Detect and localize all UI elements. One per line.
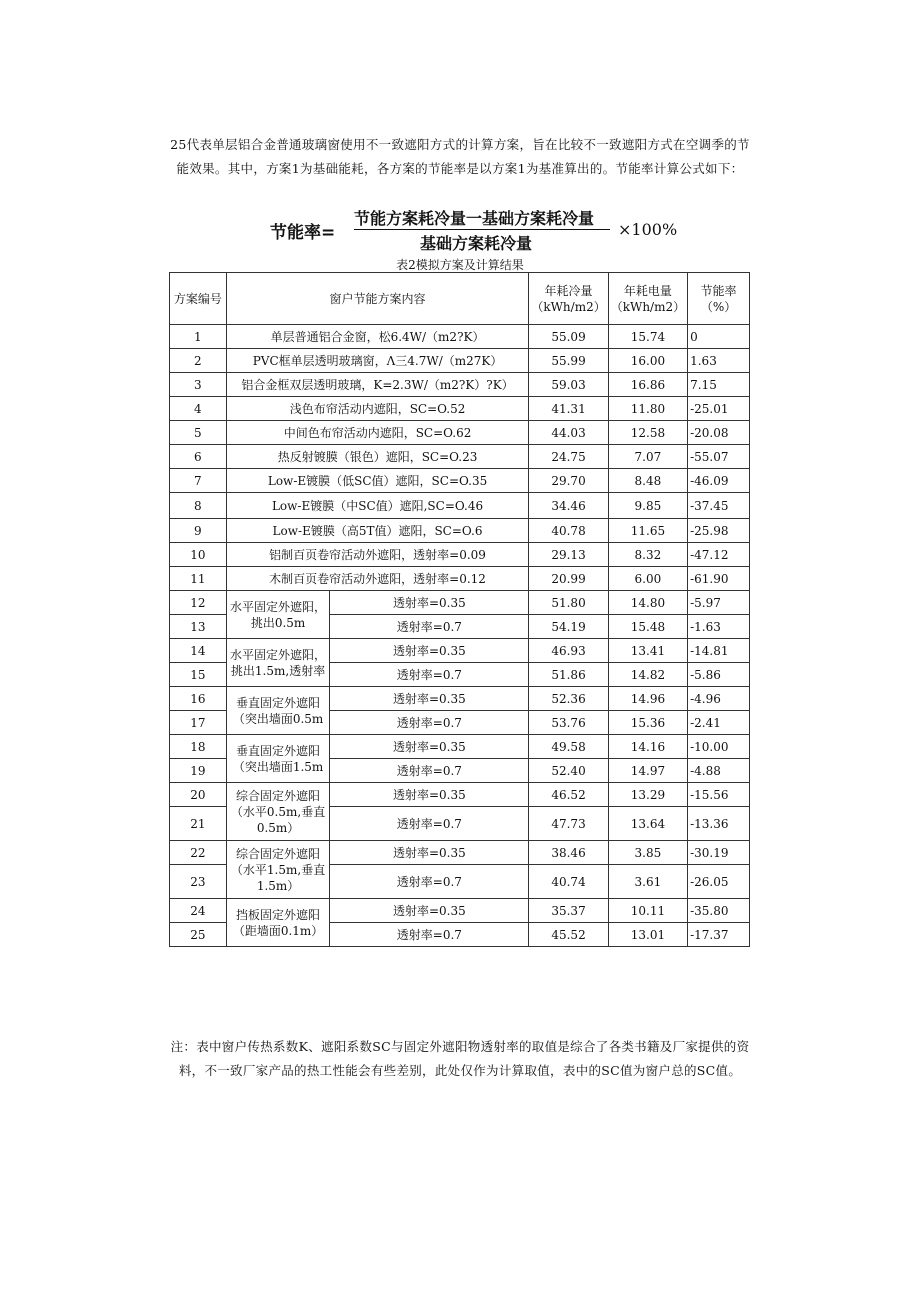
shading-group-label: 水平固定外遮阳，挑出0.5m bbox=[226, 591, 330, 639]
energy-saving-formula bbox=[270, 204, 690, 256]
annual-cooling: 41.31 bbox=[529, 397, 608, 421]
annual-cooling: 44.03 bbox=[529, 421, 608, 445]
table-row bbox=[170, 421, 750, 445]
scheme-no: 19 bbox=[170, 759, 227, 783]
saving-rate: -61.90 bbox=[688, 567, 750, 591]
annual-cooling: 40.74 bbox=[529, 865, 608, 899]
saving-rate: 0 bbox=[688, 325, 750, 349]
formula-label: 节能率= bbox=[270, 223, 336, 243]
scheme-no: 17 bbox=[170, 711, 227, 735]
annual-cooling: 34.46 bbox=[529, 493, 608, 519]
transmittance: 透射率=0.7 bbox=[330, 759, 529, 783]
saving-rate: -2.41 bbox=[688, 711, 750, 735]
annual-cooling: 20.99 bbox=[529, 567, 608, 591]
scheme-content: 铝制百页卷帘活动外遮阳，透射率=0.09 bbox=[226, 543, 529, 567]
scheme-no: 11 bbox=[170, 567, 227, 591]
scheme-no: 22 bbox=[170, 841, 227, 865]
header-annual-cooling: 年耗冷量（kWh/m2） bbox=[529, 273, 608, 325]
scheme-no: 2 bbox=[170, 349, 227, 373]
annual-cooling: 55.09 bbox=[529, 325, 608, 349]
saving-rate: -4.96 bbox=[688, 687, 750, 711]
scheme-content: Low-E镀膜（中SC值）遮阳,SC=O.46 bbox=[226, 493, 529, 519]
table-row bbox=[170, 469, 750, 493]
transmittance: 透射率=0.7 bbox=[330, 711, 529, 735]
annual-electric: 3.61 bbox=[608, 865, 687, 899]
transmittance: 透射率=0.35 bbox=[330, 841, 529, 865]
scheme-no: 16 bbox=[170, 687, 227, 711]
saving-rate: -15.56 bbox=[688, 783, 750, 807]
annual-electric: 15.36 bbox=[608, 711, 687, 735]
table-row bbox=[170, 543, 750, 567]
shading-group-label: 垂直固定外遮阳（突出墙面0.5m bbox=[226, 687, 330, 735]
scheme-content: Low-E镀膜（高5T值）遮阳，SC=O.6 bbox=[226, 519, 529, 543]
saving-rate: -17.37 bbox=[688, 923, 750, 947]
table-row bbox=[170, 899, 750, 923]
scheme-no: 3 bbox=[170, 373, 227, 397]
annual-electric: 13.41 bbox=[608, 639, 687, 663]
saving-rate: -13.36 bbox=[688, 807, 750, 841]
table-caption: 表2模拟方案及计算结果 bbox=[396, 258, 524, 272]
annual-cooling: 51.80 bbox=[529, 591, 608, 615]
annual-electric: 14.82 bbox=[608, 663, 687, 687]
annual-cooling: 52.36 bbox=[529, 687, 608, 711]
shading-group-label: 挡板固定外遮阳（距墙面0.1m） bbox=[226, 899, 330, 947]
annual-electric: 11.65 bbox=[608, 519, 687, 543]
transmittance: 透射率=0.35 bbox=[330, 735, 529, 759]
scheme-content: 铝合金框双层透明玻璃，K=2.3W/（m2?K）?K） bbox=[226, 373, 529, 397]
annual-cooling: 24.75 bbox=[529, 445, 608, 469]
scheme-content: Low-E镀膜（低SC值）遮阳，SC=O.35 bbox=[226, 469, 529, 493]
formula-numerator: 节能方案耗冷量一基础方案耗冷量 bbox=[354, 209, 595, 228]
table-row bbox=[170, 349, 750, 373]
saving-rate: -14.81 bbox=[688, 639, 750, 663]
table-row bbox=[170, 519, 750, 543]
saving-rate: -26.05 bbox=[688, 865, 750, 899]
annual-cooling: 29.13 bbox=[529, 543, 608, 567]
saving-rate: -5.97 bbox=[688, 591, 750, 615]
annual-cooling: 38.46 bbox=[529, 841, 608, 865]
saving-rate: -4.88 bbox=[688, 759, 750, 783]
table-note: 注：表中窗户传热系数K、遮阳系数SC与固定外遮阳物透射率的取值是综合了各类书籍及厂家提供的资料，不一致厂家产品的热工性能会有些差别，此处仅作为计算取值，表中的SC值为窗户总的SC值。 bbox=[170, 1038, 750, 1078]
scheme-no: 18 bbox=[170, 735, 227, 759]
scheme-no: 7 bbox=[170, 469, 227, 493]
scheme-no: 13 bbox=[170, 615, 227, 639]
annual-cooling: 29.70 bbox=[529, 469, 608, 493]
table-row bbox=[170, 567, 750, 591]
saving-rate: -35.80 bbox=[688, 899, 750, 923]
scheme-no: 14 bbox=[170, 639, 227, 663]
annual-cooling: 54.19 bbox=[529, 615, 608, 639]
header-annual-electric: 年耗电量（kWh/m2） bbox=[608, 273, 687, 325]
scheme-no: 4 bbox=[170, 397, 227, 421]
saving-rate: -10.00 bbox=[688, 735, 750, 759]
table-row bbox=[170, 493, 750, 519]
transmittance: 透射率=0.7 bbox=[330, 663, 529, 687]
header-scheme-no: 方案编号 bbox=[170, 273, 227, 325]
table-row bbox=[170, 735, 750, 759]
annual-electric: 9.85 bbox=[608, 493, 687, 519]
table-row bbox=[170, 325, 750, 349]
scheme-no: 8 bbox=[170, 493, 227, 519]
annual-electric: 14.16 bbox=[608, 735, 687, 759]
scheme-no: 1 bbox=[170, 325, 227, 349]
table-row bbox=[170, 687, 750, 711]
simulation-results-table bbox=[169, 272, 750, 947]
saving-rate: -25.01 bbox=[688, 397, 750, 421]
saving-rate: -30.19 bbox=[688, 841, 750, 865]
scheme-content: 浅色布帘活动内遮阳，SC=O.52 bbox=[226, 397, 529, 421]
scheme-content: 木制百页卷帘活动外遮阳，透射率=0.12 bbox=[226, 567, 529, 591]
scheme-no: 15 bbox=[170, 663, 227, 687]
saving-rate: 1.63 bbox=[688, 349, 750, 373]
table-row bbox=[170, 591, 750, 615]
shading-group-label: 垂直固定外遮阳（突出墙面1.5m bbox=[226, 735, 330, 783]
annual-electric: 6.00 bbox=[608, 567, 687, 591]
table-row bbox=[170, 841, 750, 865]
scheme-no: 24 bbox=[170, 899, 227, 923]
saving-rate: 7.15 bbox=[688, 373, 750, 397]
annual-cooling: 47.73 bbox=[529, 807, 608, 841]
scheme-content: PVC框单层透明玻璃窗，Λ三4.7W/（m27K） bbox=[226, 349, 529, 373]
annual-cooling: 40.78 bbox=[529, 519, 608, 543]
annual-electric: 13.01 bbox=[608, 923, 687, 947]
annual-electric: 13.64 bbox=[608, 807, 687, 841]
saving-rate: -47.12 bbox=[688, 543, 750, 567]
scheme-no: 12 bbox=[170, 591, 227, 615]
annual-cooling: 46.52 bbox=[529, 783, 608, 807]
table-row bbox=[170, 397, 750, 421]
annual-electric: 14.80 bbox=[608, 591, 687, 615]
transmittance: 透射率=0.35 bbox=[330, 899, 529, 923]
saving-rate: -25.98 bbox=[688, 519, 750, 543]
table-header-row bbox=[170, 273, 750, 325]
scheme-content: 单层普通铝合金窗，松6.4W/（m2?K） bbox=[226, 325, 529, 349]
saving-rate: -5.86 bbox=[688, 663, 750, 687]
header-content: 窗户节能方案内容 bbox=[226, 273, 529, 325]
transmittance: 透射率=0.7 bbox=[330, 807, 529, 841]
formula-multiplier: ×100% bbox=[618, 220, 678, 239]
annual-cooling: 53.76 bbox=[529, 711, 608, 735]
saving-rate: -1.63 bbox=[688, 615, 750, 639]
annual-cooling: 51.86 bbox=[529, 663, 608, 687]
shading-group-label: 水平固定外遮阳，挑出1.5m,透射率 bbox=[226, 639, 330, 687]
table-row bbox=[170, 639, 750, 663]
table-row bbox=[170, 783, 750, 807]
transmittance: 透射率=0.35 bbox=[330, 687, 529, 711]
scheme-no: 6 bbox=[170, 445, 227, 469]
annual-electric: 15.74 bbox=[608, 325, 687, 349]
annual-cooling: 52.40 bbox=[529, 759, 608, 783]
annual-electric: 12.58 bbox=[608, 421, 687, 445]
table-row bbox=[170, 445, 750, 469]
annual-electric: 14.97 bbox=[608, 759, 687, 783]
shading-group-label: 综合固定外遮阳（水平1.5m,垂直1.5m） bbox=[226, 841, 330, 899]
annual-cooling: 35.37 bbox=[529, 899, 608, 923]
scheme-no: 5 bbox=[170, 421, 227, 445]
scheme-content: 中间色布帘活动内遮阳，SC=O.62 bbox=[226, 421, 529, 445]
transmittance: 透射率=0.7 bbox=[330, 865, 529, 899]
intro-paragraph: 25代表单层铝合金普通玻璃窗使用不一致遮阳方式的计算方案，旨在比较不一致遮阳方式在空调季的节能效果。其中，方案1为基础能耗，各方案的节能率是以方案1为基准算出的。节能率计算公式如下： bbox=[170, 136, 750, 176]
annual-electric: 8.32 bbox=[608, 543, 687, 567]
annual-cooling: 59.03 bbox=[529, 373, 608, 397]
scheme-no: 21 bbox=[170, 807, 227, 841]
scheme-no: 25 bbox=[170, 923, 227, 947]
formula-denominator: 基础方案耗冷量 bbox=[420, 234, 533, 253]
annual-cooling: 46.93 bbox=[529, 639, 608, 663]
annual-electric: 3.85 bbox=[608, 841, 687, 865]
annual-electric: 7.07 bbox=[608, 445, 687, 469]
annual-electric: 14.96 bbox=[608, 687, 687, 711]
annual-electric: 16.86 bbox=[608, 373, 687, 397]
annual-electric: 10.11 bbox=[608, 899, 687, 923]
annual-electric: 8.48 bbox=[608, 469, 687, 493]
table-row bbox=[170, 373, 750, 397]
annual-electric: 13.29 bbox=[608, 783, 687, 807]
transmittance: 透射率=0.7 bbox=[330, 615, 529, 639]
scheme-no: 10 bbox=[170, 543, 227, 567]
saving-rate: -37.45 bbox=[688, 493, 750, 519]
annual-cooling: 45.52 bbox=[529, 923, 608, 947]
saving-rate: -46.09 bbox=[688, 469, 750, 493]
annual-electric: 15.48 bbox=[608, 615, 687, 639]
transmittance: 透射率=0.7 bbox=[330, 923, 529, 947]
fraction-bar bbox=[354, 229, 610, 230]
annual-electric: 11.80 bbox=[608, 397, 687, 421]
saving-rate: -55.07 bbox=[688, 445, 750, 469]
shading-group-label: 综合固定外遮阳（水平0.5m,垂直0.5m） bbox=[226, 783, 330, 841]
scheme-no: 23 bbox=[170, 865, 227, 899]
transmittance: 透射率=0.35 bbox=[330, 783, 529, 807]
scheme-content: 热反射镀膜（银色）遮阳，SC=O.23 bbox=[226, 445, 529, 469]
header-saving-rate: 节能率（%） bbox=[688, 273, 750, 325]
saving-rate: -20.08 bbox=[688, 421, 750, 445]
transmittance: 透射率=0.35 bbox=[330, 591, 529, 615]
annual-cooling: 49.58 bbox=[529, 735, 608, 759]
scheme-no: 9 bbox=[170, 519, 227, 543]
transmittance: 透射率=0.35 bbox=[330, 639, 529, 663]
annual-cooling: 55.99 bbox=[529, 349, 608, 373]
scheme-no: 20 bbox=[170, 783, 227, 807]
annual-electric: 16.00 bbox=[608, 349, 687, 373]
